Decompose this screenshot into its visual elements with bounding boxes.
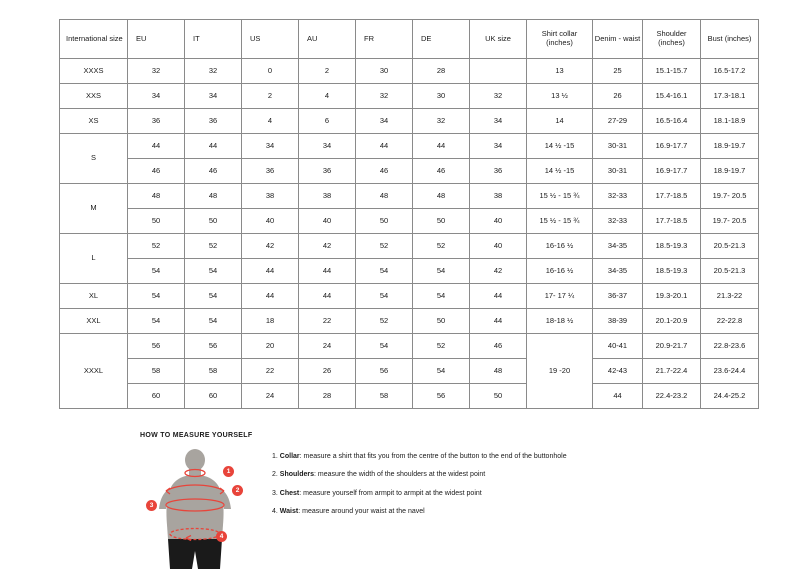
step-label: Chest xyxy=(279,489,300,497)
cell: 17.7-18.5 xyxy=(643,184,701,209)
cell: 50 xyxy=(128,209,185,234)
cell: 36 xyxy=(242,159,299,184)
row-size-label: XS xyxy=(60,109,128,134)
cell: 36 xyxy=(470,159,527,184)
cell: 30 xyxy=(413,84,470,109)
cell: 21.3-22 xyxy=(701,284,759,309)
cell: 19.3-20.1 xyxy=(643,284,701,309)
cell: 48 xyxy=(470,359,527,384)
cell: 18-18 ½ xyxy=(527,309,593,334)
measure-steps-list xyxy=(272,453,567,527)
cell: 34 xyxy=(242,134,299,159)
cell: 44 xyxy=(242,284,299,309)
step-label: Shoulders xyxy=(279,471,315,479)
cell: 54 xyxy=(413,359,470,384)
cell: 38 xyxy=(299,184,356,209)
cell: 13 xyxy=(527,59,593,84)
cell: 46 xyxy=(128,159,185,184)
cell: 40 xyxy=(470,234,527,259)
col-header-shoulder: Shoulder (inches) xyxy=(643,20,701,59)
cell: 60 xyxy=(185,384,242,409)
table-row xyxy=(60,384,759,409)
measure-step-waist xyxy=(272,508,567,516)
row-size-label: XXXL xyxy=(60,334,128,409)
cell: 48 xyxy=(413,184,470,209)
col-header-shirt-collar: Shirt collar (inches) xyxy=(527,20,593,59)
step-number: 1. xyxy=(272,453,278,460)
cell: 22-22.8 xyxy=(701,309,759,334)
cell: 16.9-17.7 xyxy=(643,159,701,184)
cell: 6 xyxy=(299,109,356,134)
cell: 16-16 ½ xyxy=(527,259,593,284)
cell: 54 xyxy=(356,334,413,359)
cell: 36 xyxy=(128,109,185,134)
cell: 44 xyxy=(128,134,185,159)
cell: 14 ½ -15 xyxy=(527,159,593,184)
cell: 32 xyxy=(185,59,242,84)
cell: 44 xyxy=(356,134,413,159)
cell: 50 xyxy=(413,209,470,234)
cell: 22.4-23.2 xyxy=(643,384,701,409)
table-row xyxy=(60,334,759,359)
cell-shirt-collar-merged: 19 -20 xyxy=(527,334,593,409)
cell: 40 xyxy=(242,209,299,234)
cell: 40-41 xyxy=(593,334,643,359)
table-header-row xyxy=(60,20,759,59)
cell: 26 xyxy=(299,359,356,384)
cell: 48 xyxy=(128,184,185,209)
cell: 16.5-17.2 xyxy=(701,59,759,84)
table-row xyxy=(60,184,759,209)
cell: 44 xyxy=(242,259,299,284)
cell: 20 xyxy=(242,334,299,359)
cell: 52 xyxy=(356,234,413,259)
step-number: 4. xyxy=(272,508,278,516)
cell: 24.4-25.2 xyxy=(701,384,759,409)
table-row xyxy=(60,159,759,184)
step-number: 2. xyxy=(272,471,278,479)
cell: 18.5-19.3 xyxy=(643,259,701,284)
cell: 44 xyxy=(185,134,242,159)
marker-3-chest: 3 xyxy=(146,500,157,511)
cell: 58 xyxy=(128,359,185,384)
cell: 4 xyxy=(242,109,299,134)
cell: 15.4-16.1 xyxy=(643,84,701,109)
table-row xyxy=(60,109,759,134)
cell: 32 xyxy=(128,59,185,84)
cell: 44 xyxy=(593,384,643,409)
cell: 36 xyxy=(185,109,242,134)
row-size-label: L xyxy=(60,234,128,284)
table-row xyxy=(60,59,759,84)
body-figure-illustration xyxy=(140,447,250,572)
cell: 44 xyxy=(299,284,356,309)
cell: 17.3-18.1 xyxy=(701,84,759,109)
cell: 36 xyxy=(299,159,356,184)
step-text: : measure a shirt that fits you from the centre of the button to the end of the buttonhole xyxy=(299,453,567,460)
table-body xyxy=(60,59,759,409)
table-row xyxy=(60,309,759,334)
step-text: : measure around your waist at the navel xyxy=(298,508,425,516)
table-row xyxy=(60,259,759,284)
table-header xyxy=(60,20,759,59)
cell: 56 xyxy=(413,384,470,409)
cell: 34 xyxy=(128,84,185,109)
cell: 23.6-24.4 xyxy=(701,359,759,384)
row-size-label: XXS xyxy=(60,84,128,109)
cell: 50 xyxy=(356,209,413,234)
cell: 54 xyxy=(128,284,185,309)
cell: 36-37 xyxy=(593,284,643,309)
cell: 42 xyxy=(299,234,356,259)
marker-2-shoulders: 2 xyxy=(232,485,243,496)
cell: 44 xyxy=(470,309,527,334)
cell: 22 xyxy=(299,309,356,334)
table-row xyxy=(60,134,759,159)
cell: 16.5-16.4 xyxy=(643,109,701,134)
cell: 38 xyxy=(470,184,527,209)
cell: 22.8-23.6 xyxy=(701,334,759,359)
cell: 44 xyxy=(413,134,470,159)
measure-step-chest xyxy=(272,490,567,498)
marker-4-waist: 4 xyxy=(216,531,227,542)
how-to-measure-section xyxy=(140,432,760,572)
cell: 21.7-22.4 xyxy=(643,359,701,384)
cell: 19.7- 20.5 xyxy=(701,209,759,234)
cell: 13 ½ xyxy=(527,84,593,109)
cell: 25 xyxy=(593,59,643,84)
cell: 16.9-17.7 xyxy=(643,134,701,159)
cell: 54 xyxy=(185,284,242,309)
cell: 15 ½ - 15 ¾ xyxy=(527,209,593,234)
cell: 56 xyxy=(128,334,185,359)
col-header-au: AU xyxy=(299,20,356,59)
cell: 28 xyxy=(413,59,470,84)
cell: 54 xyxy=(185,259,242,284)
cell: 46 xyxy=(413,159,470,184)
cell: 42-43 xyxy=(593,359,643,384)
cell: 0 xyxy=(242,59,299,84)
table-row xyxy=(60,359,759,384)
marker-1-collar: 1 xyxy=(223,466,234,477)
cell: 34 xyxy=(299,134,356,159)
cell: 54 xyxy=(128,259,185,284)
cell: 15.1-15.7 xyxy=(643,59,701,84)
cell: 52 xyxy=(356,309,413,334)
cell: 20.5-21.3 xyxy=(701,259,759,284)
cell xyxy=(470,59,527,84)
cell: 32-33 xyxy=(593,184,643,209)
cell: 28 xyxy=(299,384,356,409)
col-header-fr: FR xyxy=(356,20,413,59)
table-row xyxy=(60,209,759,234)
cell: 19.7- 20.5 xyxy=(701,184,759,209)
cell: 42 xyxy=(470,259,527,284)
cell: 54 xyxy=(356,284,413,309)
cell: 52 xyxy=(128,234,185,259)
cell: 54 xyxy=(413,284,470,309)
cell: 20.9-21.7 xyxy=(643,334,701,359)
cell: 30-31 xyxy=(593,134,643,159)
cell: 56 xyxy=(185,334,242,359)
cell: 14 ½ -15 xyxy=(527,134,593,159)
step-label: Collar xyxy=(279,453,300,460)
cell: 46 xyxy=(470,334,527,359)
table-row xyxy=(60,84,759,109)
cell: 50 xyxy=(185,209,242,234)
col-header-eu: EU xyxy=(128,20,185,59)
cell: 54 xyxy=(185,309,242,334)
cell: 2 xyxy=(299,59,356,84)
cell: 44 xyxy=(299,259,356,284)
row-size-label: XXXS xyxy=(60,59,128,84)
cell: 20.5-21.3 xyxy=(701,234,759,259)
row-size-label: S xyxy=(60,134,128,184)
cell: 50 xyxy=(470,384,527,409)
cell: 18.5-19.3 xyxy=(643,234,701,259)
cell: 54 xyxy=(413,259,470,284)
cell: 32 xyxy=(470,84,527,109)
row-size-label: XXL xyxy=(60,309,128,334)
step-number: 3. xyxy=(272,489,278,497)
cell: 34 xyxy=(470,134,527,159)
cell: 14 xyxy=(527,109,593,134)
cell: 60 xyxy=(128,384,185,409)
cell: 18 xyxy=(242,309,299,334)
row-size-label: XL xyxy=(60,284,128,309)
cell: 46 xyxy=(185,159,242,184)
cell: 17- 17 ¼ xyxy=(527,284,593,309)
cell: 34 xyxy=(356,109,413,134)
cell: 38-39 xyxy=(593,309,643,334)
cell: 44 xyxy=(470,284,527,309)
cell: 32 xyxy=(413,109,470,134)
cell: 2 xyxy=(242,84,299,109)
cell: 42 xyxy=(242,234,299,259)
cell: 40 xyxy=(299,209,356,234)
step-text: : measure the width of the shoulders at the widest point xyxy=(314,471,486,479)
cell: 17.7-18.5 xyxy=(643,209,701,234)
col-header-it: IT xyxy=(185,20,242,59)
col-header-bust: Bust (inches) xyxy=(701,20,759,59)
col-header-us: US xyxy=(242,20,299,59)
cell: 48 xyxy=(185,184,242,209)
table-row xyxy=(60,284,759,309)
cell: 26 xyxy=(593,84,643,109)
cell: 32-33 xyxy=(593,209,643,234)
cell: 32 xyxy=(356,84,413,109)
cell: 54 xyxy=(128,309,185,334)
cell: 27-29 xyxy=(593,109,643,134)
torso-diagram-svg xyxy=(140,447,250,572)
cell: 4 xyxy=(299,84,356,109)
cell: 24 xyxy=(242,384,299,409)
cell: 40 xyxy=(470,209,527,234)
table-row xyxy=(60,234,759,259)
cell: 38 xyxy=(242,184,299,209)
size-chart-table xyxy=(59,19,752,409)
cell: 50 xyxy=(413,309,470,334)
col-header-de: DE xyxy=(413,20,470,59)
cell: 30 xyxy=(356,59,413,84)
cell: 58 xyxy=(185,359,242,384)
cell: 22 xyxy=(242,359,299,384)
cell: 34-35 xyxy=(593,234,643,259)
row-size-label: M xyxy=(60,184,128,234)
cell: 54 xyxy=(356,259,413,284)
cell: 48 xyxy=(356,184,413,209)
how-to-measure-title: HOW TO MEASURE YOURSELF xyxy=(140,432,253,439)
cell: 58 xyxy=(356,384,413,409)
size-table xyxy=(59,19,759,409)
col-header-international-size: International size xyxy=(60,20,128,59)
cell: 52 xyxy=(413,334,470,359)
col-header-denim-waist: Denim - waist xyxy=(593,20,643,59)
cell: 56 xyxy=(356,359,413,384)
cell: 52 xyxy=(413,234,470,259)
how-to-measure-body xyxy=(140,447,760,572)
measure-step-shoulders xyxy=(272,471,567,479)
cell: 18.9-19.7 xyxy=(701,134,759,159)
cell: 24 xyxy=(299,334,356,359)
cell: 34 xyxy=(470,109,527,134)
col-header-uk-size: UK size xyxy=(470,20,527,59)
cell: 46 xyxy=(356,159,413,184)
cell: 34-35 xyxy=(593,259,643,284)
step-text: : measure yourself from armpit to armpit at the widest point xyxy=(299,489,482,497)
step-label: Waist xyxy=(279,508,299,516)
cell: 20.1-20.9 xyxy=(643,309,701,334)
cell: 16-16 ½ xyxy=(527,234,593,259)
cell: 34 xyxy=(185,84,242,109)
cell: 18.9-19.7 xyxy=(701,159,759,184)
measure-step-collar xyxy=(272,453,567,461)
cell: 15 ½ - 15 ¾ xyxy=(527,184,593,209)
cell: 30-31 xyxy=(593,159,643,184)
cell: 18.1-18.9 xyxy=(701,109,759,134)
cell: 52 xyxy=(185,234,242,259)
